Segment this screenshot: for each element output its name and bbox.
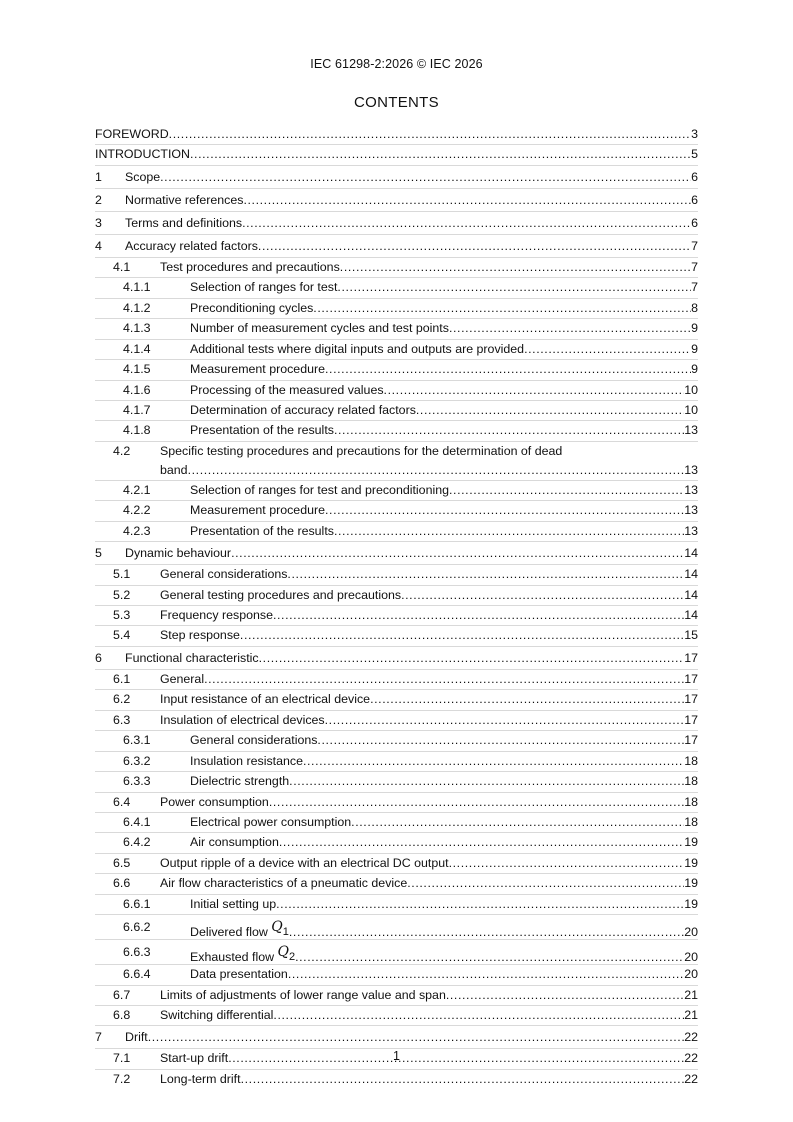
toc-entry[interactable] [95,874,698,893]
toc-entry[interactable] [95,1026,698,1048]
toc-entry-number: 6.6.4 [123,967,151,982]
toc-entry-title: Step response [160,628,240,643]
toc-page-number: 19 [684,855,698,870]
toc-entry[interactable] [95,793,698,812]
toc-entry[interactable] [95,189,698,211]
toc-leader-dots [276,895,684,914]
table-of-contents [95,125,698,1089]
toc-entry-number: 4.1.1 [123,280,151,295]
toc-page-number: 21 [684,1008,698,1022]
toc-page-number: 7 [691,259,698,274]
toc-entry-number: 4.2.2 [123,503,151,518]
toc-page-number: 17 [684,712,698,727]
toc-leader-dots [370,690,684,709]
toc-entry-title: Measurement procedure [190,362,325,377]
toc-page-number: 17 [684,671,698,686]
toc-entry-title: Functional characteristic [125,650,259,665]
toc-leader-dots [340,258,691,277]
toc-page-number: 22 [684,1051,698,1066]
toc-entry-title: FOREWORD [95,127,169,141]
flow-symbol-letter: Q [277,944,289,961]
toc-entry[interactable] [95,319,698,338]
toc-entry-title: Preconditioning cycles [190,300,314,315]
toc-entry-number: 6.8 [113,1008,131,1022]
toc-leader-dots [188,461,685,480]
toc-entry-number: 4.1.4 [123,341,151,356]
toc-entry[interactable] [95,854,698,873]
toc-leader-dots [449,319,691,338]
toc-page-number: 6 [691,215,698,230]
toc-entry-number: 4.1.5 [123,362,151,377]
toc-entry[interactable] [95,212,698,234]
toc-page-number: 3 [691,127,698,141]
toc-entry-number: 7.1 [113,1051,131,1066]
toc-entry[interactable] [95,542,698,564]
toc-page-number: 14 [684,546,698,561]
toc-leader-dots [259,647,685,669]
toc-entry-title: Presentation of the results [190,523,334,538]
flow-symbol-subscript: 1 [282,926,289,939]
toc-entry[interactable] [95,522,698,541]
toc-entry-title: Scope [125,169,161,184]
toc-entry[interactable] [95,1070,698,1089]
toc-page-number: 13 [684,462,698,477]
toc-leader-dots [269,793,684,812]
toc-entry-title: General [160,671,205,686]
toc-entry-title: Processing of the measured values [190,382,384,397]
toc-entry-title: Air flow characteristics of a pneumatic device [160,876,408,891]
toc-page-number: 21 [684,987,698,1002]
toc-page-number: 20 [684,925,698,940]
toc-entry-title: Start-up drift [160,1051,229,1066]
toc-page-number: 6 [691,169,698,184]
toc-entry-number: 6.4 [113,794,131,809]
toc-leader-dots [303,752,684,771]
toc-entry-number: 1 [95,169,102,184]
toc-leader-dots [446,986,684,1005]
toc-leader-dots [351,813,684,832]
toc-page-number: 19 [684,835,698,850]
toc-page-number: 18 [684,753,698,768]
flow-symbol-letter: Q [271,919,283,936]
toc-entry-number: 6.1 [113,671,131,686]
toc-entry-number: 6.3.3 [123,774,151,789]
toc-page-number: 17 [684,733,698,748]
toc-entry[interactable] [95,711,698,730]
toc-entry[interactable] [95,360,698,379]
toc-entry-title: Power consumption [160,794,269,809]
toc-leader-dots [288,965,684,984]
toc-entry-title: Drift [125,1030,148,1045]
toc-entry-number: 4.1.6 [123,382,151,397]
toc-entry-number: 6.7 [113,987,131,1002]
toc-entry[interactable] [95,125,698,144]
toc-entry-title: Dielectric strength [190,774,290,789]
toc-page-number: 13 [684,523,698,538]
flow-symbol-subscript: 2 [288,951,296,964]
toc-entry-number: 6.6.1 [123,896,151,911]
toc-entry[interactable] [95,235,698,257]
toc-entry-title: Normative references [125,192,244,207]
toc-entry-number: 5.3 [113,608,131,622]
toc-entry-title: Selection of ranges for test [190,280,338,295]
toc-entry-number: 6.4.1 [123,814,151,829]
toc-entry-title: General considerations [190,733,318,748]
toc-entry-title: Exhausted flow [190,950,275,965]
toc-entry-title: Dynamic behaviour [125,546,232,561]
toc-entry-title: band [160,462,188,477]
toc-page-number: 19 [684,896,698,911]
toc-entry-title: General considerations [160,567,288,582]
toc-leader-dots [334,421,684,440]
toc-entry-title: Selection of ranges for test and preconditioning [190,482,449,497]
toc-entry-number: 4 [95,238,102,253]
toc-entry[interactable] [95,258,698,277]
toc-leader-dots [287,565,684,584]
toc-leader-dots [325,360,691,379]
toc-entry[interactable] [95,340,698,359]
toc-entry-number: 6.6 [113,876,131,891]
toc-entry-title: Switching differential [160,1008,274,1022]
toc-entry-number: 6.3 [113,712,131,727]
toc-entry-title: Terms and definitions [125,215,243,230]
toc-entry-title: Test procedures and precautions [160,259,340,274]
toc-leader-dots [273,1006,684,1025]
toc-page-number: 9 [691,341,698,356]
toc-entry[interactable] [95,381,698,400]
toc-entry[interactable] [95,670,698,689]
toc-entry[interactable] [95,626,698,645]
toc-entry[interactable] [95,401,698,420]
toc-entry[interactable] [95,565,698,584]
toc-entry[interactable] [95,299,698,318]
toc-entry[interactable] [95,813,698,832]
page-title: CONTENTS [354,94,439,111]
toc-entry[interactable] [95,442,698,480]
toc-leader-dots [258,235,691,257]
toc-entry[interactable] [95,501,698,520]
toc-page-number: 18 [684,814,698,829]
toc-entry-number: 7.2 [113,1071,131,1086]
page-number: 1 [393,1049,400,1063]
toc-entry-number: 6 [95,650,102,665]
toc-leader-dots [317,731,684,750]
toc-entry-number: 4.1.8 [123,423,151,438]
toc-entry-title: Input resistance of an electrical device [160,692,371,707]
toc-page-number: 10 [684,402,698,417]
toc-entry[interactable] [95,772,698,791]
toc-page-number: 10 [684,382,698,397]
toc-leader-dots [449,854,685,873]
toc-entry-title: Delivered flow [190,925,268,940]
toc-entry-title: Initial setting up [190,896,277,911]
toc-page-number: 9 [691,321,698,336]
toc-entry-number: 5.2 [113,587,131,602]
toc-entry-number: 5 [95,546,102,561]
toc-entry-number: 6.6.2 [123,920,151,935]
document-header: IEC 61298-2:2026 © IEC 2026 [310,57,483,71]
toc-leader-dots [416,401,684,420]
toc-leader-dots [334,522,684,541]
toc-entry-title: INTRODUCTION [95,147,190,162]
toc-entry-number: 6.2 [113,692,131,707]
toc-leader-dots [325,501,684,520]
toc-page-number: 14 [684,587,698,602]
toc-entry[interactable] [95,1006,698,1025]
toc-entry[interactable] [95,421,698,440]
toc-entry-title: Presentation of the results [190,423,334,438]
toc-leader-dots [407,874,684,893]
toc-entry-title: Air consumption [190,835,279,850]
toc-entry-title: Accuracy related factors [125,238,258,253]
toc-leader-dots [231,542,684,564]
toc-entry-number: 2 [95,192,102,207]
toc-entry-title: Insulation resistance [190,753,303,768]
toc-leader-dots [524,340,691,359]
toc-entry[interactable] [95,752,698,771]
toc-leader-dots [313,299,691,318]
toc-entry[interactable] [95,833,698,852]
toc-leader-dots [242,212,691,234]
toc-page-number: 9 [691,362,698,377]
toc-entry[interactable] [95,915,698,939]
toc-entry[interactable] [95,481,698,500]
toc-entry[interactable] [95,586,698,605]
toc-entry-number: 4.2.1 [123,482,151,497]
toc-entry[interactable] [95,940,698,964]
toc-entry-number: 6.6.3 [123,945,151,960]
toc-page-number: 14 [684,567,698,582]
toc-page-number: 17 [684,650,698,665]
toc-entry-title: Long-term drift [160,1071,241,1086]
toc-entry[interactable] [95,278,698,297]
toc-entry-title: Limits of adjustments of lower range value and span [160,987,446,1002]
toc-page-number: 19 [684,876,698,891]
toc-page-number: 18 [684,774,698,789]
toc-page-number: 20 [684,950,698,965]
toc-entry[interactable] [95,895,698,914]
toc-entry-number: 4.1 [113,259,131,274]
toc-page-number: 14 [684,608,698,622]
toc-page-number: 20 [684,967,698,982]
toc-entry-number: 4.2 [113,443,131,458]
toc-entry-title: Frequency response [160,608,273,622]
toc-entry-number: 5.1 [113,567,131,582]
toc-leader-dots [241,1070,685,1089]
toc-entry-number: 3 [95,215,102,230]
toc-entry-title: Output ripple of a device with an electrical DC output [160,855,449,870]
toc-entry[interactable] [95,690,698,709]
toc-entry-title: Insulation of electrical devices [160,712,325,727]
toc-page-number: 18 [684,794,698,809]
toc-entry-number: 6.3.1 [123,733,151,748]
toc-entry[interactable] [95,986,698,1005]
toc-leader-dots [449,481,684,500]
toc-entry-title: General testing procedures and precautions [160,587,402,602]
toc-entry-number: 4.2.3 [123,523,151,538]
toc-leader-dots [169,125,691,144]
toc-page-number: 7 [691,280,698,295]
toc-entry-number: 6.4.2 [123,835,151,850]
toc-page-number: 6 [691,192,698,207]
toc-leader-dots [204,670,684,689]
toc-entry[interactable] [95,166,698,188]
toc-page-number: 5 [691,147,698,162]
toc-leader-dots [273,606,684,625]
toc-leader-dots [240,626,684,645]
toc-entry-number: 7 [95,1030,102,1045]
toc-entry-title: Measurement procedure [190,503,325,518]
toc-entry[interactable] [95,145,698,164]
toc-leader-dots [401,586,684,605]
toc-entry-number: 4.1.7 [123,402,151,417]
toc-leader-dots [279,833,684,852]
toc-leader-dots [384,381,685,400]
toc-entry-title: Data presentation [190,967,288,982]
toc-page-number: 13 [684,503,698,518]
toc-leader-dots [325,711,685,730]
toc-entry-number: 4.1.2 [123,300,151,315]
toc-leader-dots [289,772,684,791]
toc-entry-number: 6.5 [113,855,131,870]
toc-page-number: 13 [684,482,698,497]
toc-entry-title: Additional tests where digital inputs and outputs are provided [190,341,525,356]
toc-entry-number: 6.3.2 [123,753,151,768]
toc-page-number: 8 [691,300,698,315]
toc-page-number: 22 [684,1030,698,1045]
toc-entry-title-line: Specific testing procedures and precautions for the determination of dead [160,443,563,458]
toc-page-number: 13 [684,423,698,438]
toc-leader-dots [160,166,691,188]
toc-page-number: 22 [684,1071,698,1086]
toc-leader-dots [190,145,691,164]
toc-entry-number: 5.4 [113,628,131,643]
toc-entry-title: Electrical power consumption [190,814,352,829]
toc-leader-dots [148,1026,684,1048]
toc-page-number: 15 [684,628,698,643]
toc-entry[interactable] [95,647,698,669]
toc-leader-dots [337,278,691,297]
toc-page-number: 17 [684,692,698,707]
toc-entry[interactable] [95,606,698,625]
toc-entry[interactable] [95,965,698,984]
toc-entry-title: Determination of accuracy related factors [190,402,416,417]
toc-leader-dots [243,189,691,211]
toc-entry[interactable] [95,731,698,750]
toc-page-number: 7 [691,238,698,253]
toc-entry-number: 4.1.3 [123,321,151,336]
toc-entry-title: Number of measurement cycles and test points [190,321,449,336]
